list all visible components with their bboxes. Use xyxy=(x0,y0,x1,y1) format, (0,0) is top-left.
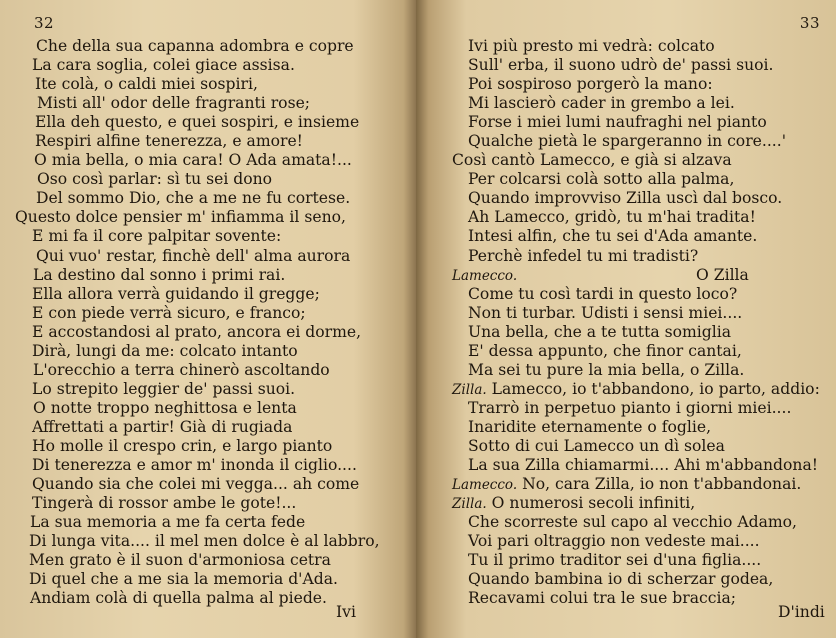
verse-line: Misti all' odor delle fragranti rose; xyxy=(37,94,311,113)
verse-lines xyxy=(416,37,820,608)
left-page xyxy=(0,0,416,638)
verse-text: Perchè infedel tu mi tradisti? xyxy=(468,246,699,265)
speaker-name: Lamecco. xyxy=(452,267,518,284)
verse-text: Sotto di cui Lamecco un dì solea xyxy=(468,436,725,455)
verse-line: Di lunga vita.... il mel men dolce è al labbro, xyxy=(29,532,380,551)
verse-text: Che scorreste sul capo al vecchio Adamo, xyxy=(468,513,798,532)
verse-line xyxy=(416,227,820,246)
verse-line xyxy=(416,532,820,551)
verse-text: Intesi alfin, che tu sei d'Ada amante. xyxy=(468,227,758,246)
verse-text: Quando bambina io di scherzar godea, xyxy=(468,570,774,589)
verse-line: La sua memoria a me fa certa fede xyxy=(30,513,306,532)
verse-line xyxy=(416,475,820,494)
verse-line: Ella allora verrà guidando il gregge; xyxy=(32,284,320,303)
verse-text: E' dessa appunto, che finor cantai, xyxy=(468,341,742,360)
verse-text: Poi sospiroso porgerò la mano: xyxy=(468,75,713,94)
verse-line: L'orecchio a terra chinerò ascoltando xyxy=(33,360,330,379)
verse-text: La sua Zilla chiamarmi.... Ahi m'abbandona! xyxy=(468,456,819,475)
verse-line xyxy=(416,132,820,151)
verse-line xyxy=(416,513,820,532)
verse-line xyxy=(416,208,820,227)
verse-line xyxy=(416,342,820,361)
speaker-name: Lamecco. xyxy=(452,477,518,494)
verse-text: Tu il primo traditor sei d'una figlia.... xyxy=(468,551,762,570)
verse-lines xyxy=(0,37,380,608)
verse-line xyxy=(416,437,820,456)
verse-line: O mia bella, o mia cara! O Ada amata!... xyxy=(34,151,352,170)
verse-text: Sull' erba, il suono udrò de' passi suoi. xyxy=(468,56,774,75)
verse-line: Questo dolce pensier m' infiamma il seno, xyxy=(15,208,346,227)
verse-text: Inaridite eternamente o foglie, xyxy=(468,417,712,436)
catchword: Ivi xyxy=(336,603,356,621)
verse-line: Di tenerezza e amor m' inonda il ciglio.... xyxy=(32,456,357,475)
verse-line xyxy=(416,380,820,399)
verse-line: Di quel che a me sia la memoria d'Ada. xyxy=(29,570,338,589)
verse-line xyxy=(416,266,820,285)
verse-text: Recavami colui tra le sue braccia; xyxy=(468,589,737,608)
verse-text: O numerosi secoli infiniti, xyxy=(491,494,696,513)
verse-line xyxy=(416,247,820,266)
verse-text: No, cara Zilla, io non t'abbandonai. xyxy=(522,475,802,494)
verse-line: Respiri alfine tenerezza, e amore! xyxy=(35,132,303,151)
verse-line: E mi fa il core palpitar sovente: xyxy=(32,227,282,246)
verse-line xyxy=(416,589,820,608)
verse-text: Per colcarsi colà sotto alla palma, xyxy=(468,170,735,189)
verse-line xyxy=(416,304,820,323)
verse-line xyxy=(416,456,820,475)
verse-text: Ma sei tu pure la mia bella, o Zilla. xyxy=(468,360,745,379)
verse-line xyxy=(416,570,820,589)
verse-line xyxy=(416,151,820,170)
verse-line: E con piede verrà sicuro, e franco; xyxy=(32,303,306,322)
verse-line xyxy=(416,551,820,570)
verse-line xyxy=(416,418,820,437)
verse-line: Oso così parlar: sì tu sei dono xyxy=(37,170,273,189)
verse-line xyxy=(416,113,820,132)
verse-line xyxy=(416,75,820,94)
verse-text: O Zilla xyxy=(696,265,749,284)
verse-text: Voi pari oltraggio non vedeste mai.... xyxy=(468,532,760,551)
verse-line: O notte troppo neghittosa e lenta xyxy=(33,398,297,417)
speaker-name: Zilla. xyxy=(452,496,487,513)
verse-text: Come tu così tardi in questo loco? xyxy=(468,284,738,303)
verse-line xyxy=(416,56,820,75)
speaker-name: Zilla. xyxy=(452,381,487,398)
verse-line: Quando sia che colei mi vegga... ah come xyxy=(32,475,360,494)
verse-text: Quando improvviso Zilla uscì dal bosco. xyxy=(468,189,783,208)
verse-text: Qualche pietà le spargeranno in core....' xyxy=(468,132,786,151)
verse-line: Men grato è il suon d'armoniosa cetra xyxy=(29,551,331,570)
verse-line xyxy=(416,323,820,342)
verse-line: Ella deh questo, e quei sospiri, e insieme xyxy=(35,113,360,132)
page-number: 32 xyxy=(34,14,55,32)
verse-line: Dirà, lungi da me: colcato intanto xyxy=(32,341,298,360)
verse-line: Tingerà di rossor ambe le gote!... xyxy=(32,494,297,513)
verse-text: Ah Lamecco, gridò, tu m'hai tradita! xyxy=(468,208,756,227)
verse-line xyxy=(416,170,820,189)
page-number: 33 xyxy=(799,14,820,32)
verse-line: E accostandosi al prato, ancora ei dorme, xyxy=(32,322,362,341)
verse-line: Del sommo Dio, che a me ne fu cortese. xyxy=(36,189,351,208)
verse-text: Ivi più presto mi vedrà: colcato xyxy=(468,37,715,55)
verse-text: Trarrò in perpetuo pianto i giorni miei.... xyxy=(468,398,792,417)
verse-text: Forse i miei lumi naufraghi nel pianto xyxy=(468,113,767,132)
verse-text: Così cantò Lamecco, e già si alzava xyxy=(452,151,732,170)
verse-line: La destino dal sonno i primi rai. xyxy=(33,265,286,284)
verse-line xyxy=(416,494,820,513)
right-page xyxy=(416,0,836,638)
verse-text: Non ti turbar. Udisti i sensi miei.... xyxy=(468,303,743,322)
verse-text: Una bella, che a te tutta somiglia xyxy=(468,322,732,341)
verse-line: Che della sua capanna adombra e copre xyxy=(36,37,354,55)
verse-line xyxy=(416,94,820,113)
verse-text: Lamecco, io t'abbandono, io parto, addio: xyxy=(491,379,820,398)
verse-line: La cara soglia, colei giace assisa. xyxy=(32,56,295,75)
verse-line xyxy=(416,189,820,208)
verse-line: Qui vuo' restar, finchè dell' alma aurora xyxy=(36,246,351,265)
verse-line: Andiam colà di quella palma al piede. xyxy=(30,589,327,608)
verse-line: Affrettati a partir! Già di rugiada xyxy=(32,417,293,436)
verse-line xyxy=(416,285,820,304)
verse-line xyxy=(416,399,820,418)
catchword: D'indi xyxy=(778,603,825,621)
verse-line: Lo strepito leggier de' passi suoi. xyxy=(32,379,296,398)
verse-line: Ho molle il crespo crin, e largo pianto xyxy=(32,436,333,455)
verse-line xyxy=(416,361,820,380)
verse-text: Mi lascierò cader in grembo a lei. xyxy=(468,94,735,113)
verse-line xyxy=(416,37,820,56)
verse-line: Ite colà, o caldi miei sospiri, xyxy=(35,75,258,94)
